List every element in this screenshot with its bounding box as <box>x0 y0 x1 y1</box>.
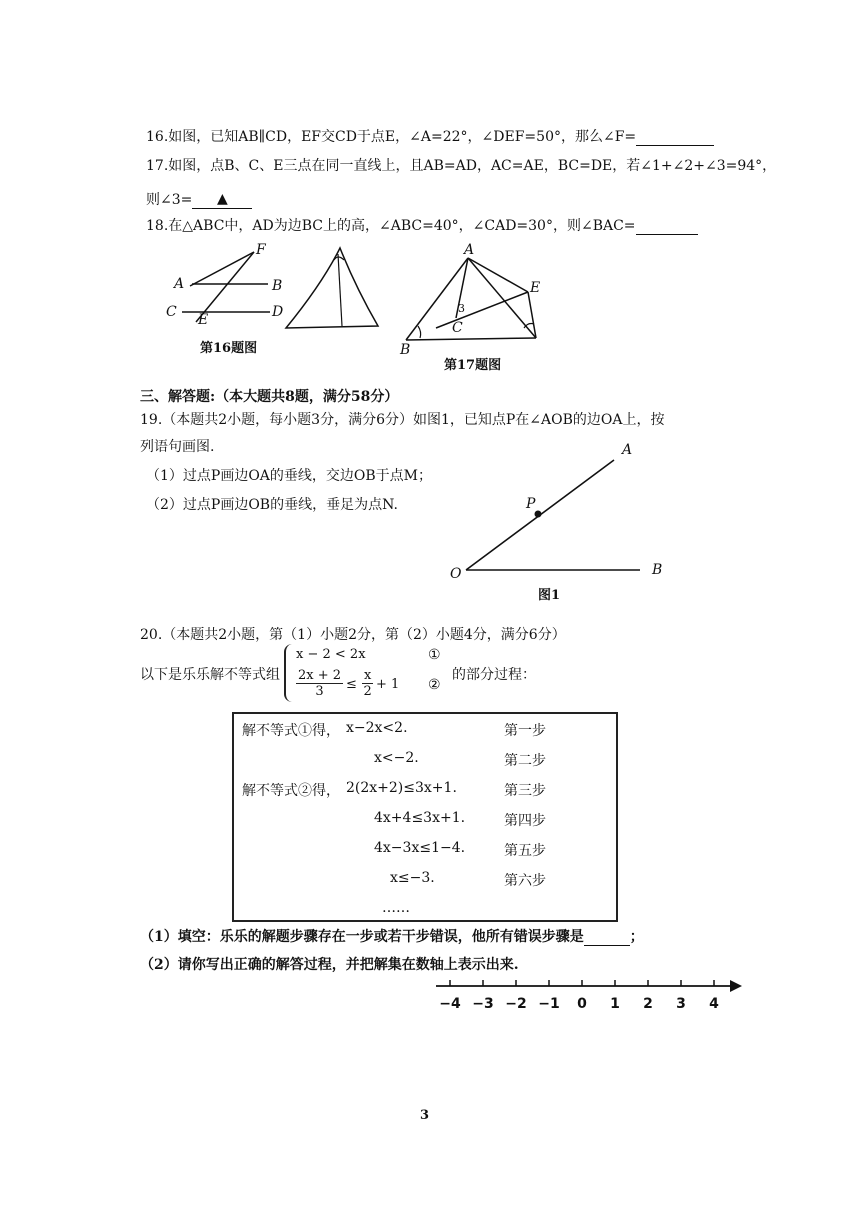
number-line-tick-label: −4 <box>439 996 461 1012</box>
question-19-line2: 列语句画图. <box>140 439 215 455</box>
question-20-intro-suffix: 的部分过程： <box>452 667 536 683</box>
answer-blank-18 <box>636 234 698 235</box>
question-18 <box>146 217 698 235</box>
number-line-tick-label: 2 <box>643 996 653 1012</box>
number-line-arrow <box>730 980 742 992</box>
question-19-sub2: （2）过点P画边OB的垂线，垂足为点N. <box>146 497 398 513</box>
figure-17 <box>396 242 556 356</box>
figure-19 <box>444 438 674 584</box>
question-20-part2: （2）请你写出正确的解答过程，并把解集在数轴上表示出来. <box>140 957 519 973</box>
system-brace <box>284 644 296 702</box>
label-b: B <box>272 278 283 294</box>
label-o19: O <box>450 566 462 582</box>
question-16 <box>146 128 714 146</box>
inequality-2-left-fraction <box>296 668 343 699</box>
number-line-tick-label: −2 <box>505 996 527 1012</box>
label-b17: B <box>400 342 411 356</box>
label-a19: A <box>622 442 633 458</box>
step-1-label: 解不等式①得， <box>242 723 340 739</box>
question-17-line2 <box>146 190 252 209</box>
fraction-denominator-2: 2 <box>363 684 372 699</box>
mark-circle-1: ① <box>428 647 441 663</box>
fraction-numerator: 2x + 2 <box>298 668 342 683</box>
figure-17-caption: 第17题图 <box>444 358 502 373</box>
number-line-ticks <box>439 980 719 1012</box>
step-2-name: 第二步 <box>504 753 546 769</box>
answer-blank-16 <box>636 145 714 146</box>
question-19-sub1: （1）过点P画边OA的垂线，交边OB于点M； <box>146 468 433 484</box>
step-1-expr: x−2x<2. <box>346 720 408 736</box>
step-1-name: 第一步 <box>504 723 546 739</box>
label-a17: A <box>464 242 475 258</box>
answer-blank-20 <box>584 945 630 946</box>
side-ae <box>468 258 528 292</box>
number-line <box>430 968 746 1018</box>
page-number: 3 <box>420 1108 430 1123</box>
mark-circle-2: ② <box>428 677 441 693</box>
step-5-expr: 4x−3x≤1−4. <box>374 840 466 856</box>
part1-tail: ； <box>629 929 644 945</box>
inequality-2-sign: ≤ <box>346 677 357 692</box>
marker-triangle: ▲ <box>216 191 228 207</box>
label-c: C <box>166 304 177 320</box>
sketch-triangle <box>282 244 382 334</box>
solution-box <box>232 712 618 922</box>
number-line-tick-label: 1 <box>610 996 620 1012</box>
question-20-intro-prefix: 以下是乐乐解不等式组 <box>140 667 280 683</box>
line-af <box>190 252 254 286</box>
question-20-header: 20.（本题共2小题，第（1）小题2分，第（2）小题4分，满分6分） <box>140 627 566 643</box>
answer-blank-17 <box>192 190 252 209</box>
figure-19-caption: 图1 <box>538 588 561 603</box>
question-19-line1: 19.（本题共2小题，每小题3分，满分6分）如图1，已知点P在∠AOB的边OA上，按 <box>140 412 665 428</box>
inequality-2-right-fraction <box>362 668 373 699</box>
label-b19: B <box>652 562 663 578</box>
label-f: F <box>256 242 266 258</box>
line-bce <box>436 292 528 328</box>
number-line-tick-label: 0 <box>577 996 587 1012</box>
section-3-title: 三、解答题:（本大题共8题，满分58分） <box>140 389 399 405</box>
number-line-tick-label: −3 <box>472 996 494 1012</box>
point-p <box>535 511 542 518</box>
step-6-expr: x≤−3. <box>390 870 435 886</box>
label-c17: C <box>452 320 463 336</box>
inequality-2-tail: + 1 <box>376 677 400 692</box>
question-17-prefix: 则∠3= <box>146 192 193 208</box>
step-3-label: 解不等式②得， <box>242 783 340 799</box>
number-line-tick-label: −1 <box>538 996 560 1012</box>
label-a: A <box>174 276 185 292</box>
question-18-text: 18.在△ABC中，AD为边BC上的高，∠ABC=40°，∠CAD=30°，则∠BAC= <box>146 218 636 234</box>
step-3-expr: 2(2x+2)≤3x+1. <box>346 780 457 796</box>
question-20-part1 <box>140 928 644 946</box>
part1-text: （1）填空：乐乐的解题步骤存在一步或若干步错误，他所有错误步骤是 <box>140 929 584 945</box>
step-ellipsis: …… <box>382 900 410 916</box>
step-4-name: 第四步 <box>504 813 546 829</box>
label-d: D <box>272 304 284 320</box>
question-16-text: 16.如图，已知AB∥CD，EF交CD于点E，∠A=22°，∠DEF=50°，那么∠F= <box>146 129 637 145</box>
figure-16-caption: 第16题图 <box>200 341 258 356</box>
step-4-expr: 4x+4≤3x+1. <box>374 810 466 826</box>
question-17-line1: 17.如图，点B、C、E三点在同一直线上，且AB=AD，AC=AE，BC=DE，若∠1+∠2+∠3=94°， <box>146 158 777 174</box>
side-bd <box>406 338 536 340</box>
number-line-tick-label: 4 <box>709 996 719 1012</box>
fraction-denominator: 3 <box>315 684 324 699</box>
step-2-expr: x<−2. <box>374 750 419 766</box>
inequality-1: x − 2 < 2x <box>296 647 366 662</box>
number-line-tick-label: 3 <box>676 996 686 1012</box>
label-p19: P <box>526 496 536 512</box>
label-e: E <box>198 312 209 328</box>
label-e17: E <box>530 280 541 296</box>
fraction-numerator-x: x <box>364 668 372 683</box>
step-6-name: 第六步 <box>504 873 546 889</box>
angle-mark-3: 3 <box>458 302 465 315</box>
step-3-name: 第三步 <box>504 783 546 799</box>
step-5-name: 第五步 <box>504 843 546 859</box>
figure-16 <box>160 240 290 336</box>
